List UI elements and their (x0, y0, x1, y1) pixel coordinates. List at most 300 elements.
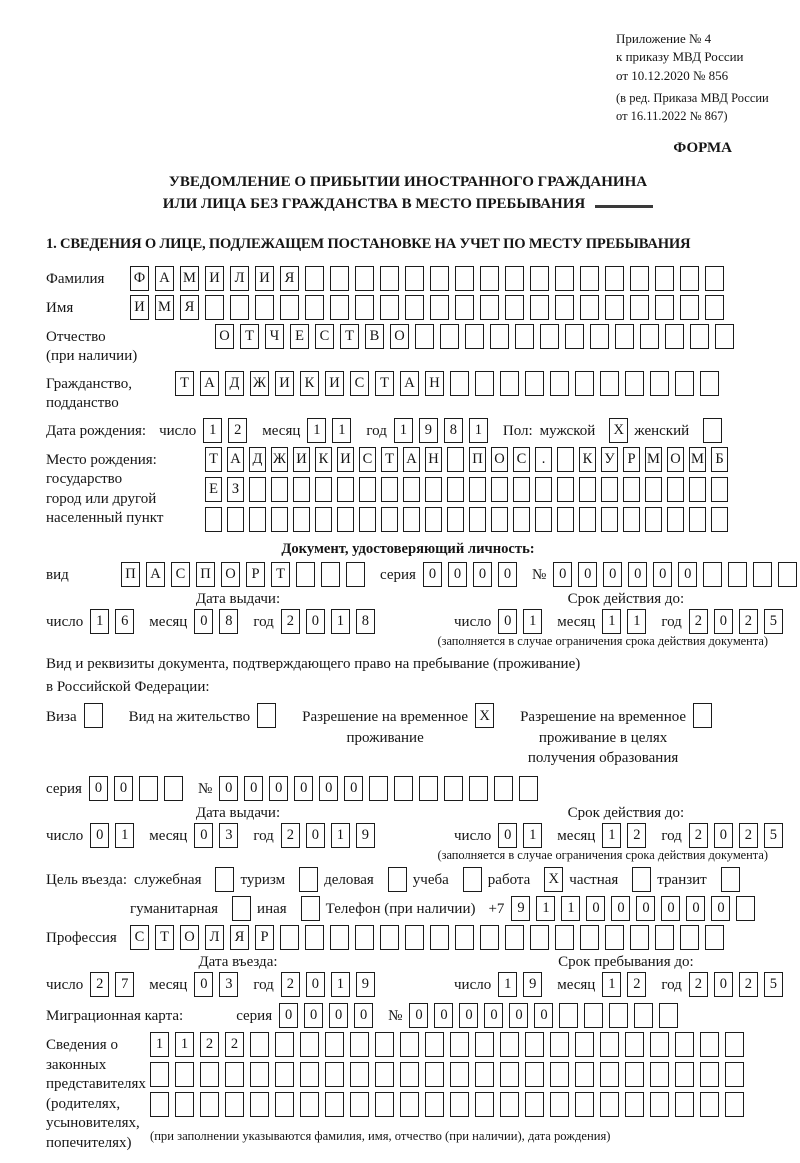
char-cell[interactable]: 1 (602, 823, 621, 848)
char-cell[interactable]: А (400, 371, 419, 396)
char-cell[interactable]: 0 (628, 562, 647, 587)
char-cell[interactable]: 1 (115, 823, 134, 848)
char-cell[interactable] (623, 507, 640, 532)
char-cell[interactable] (625, 1092, 644, 1117)
char-cell[interactable] (590, 324, 609, 349)
char-cell[interactable] (175, 1062, 194, 1087)
char-cell[interactable] (580, 925, 599, 950)
char-cell[interactable] (625, 1062, 644, 1087)
char-cell[interactable] (405, 295, 424, 320)
char-cell[interactable] (275, 1062, 294, 1087)
char-cell[interactable]: 0 (269, 776, 288, 801)
char-cell[interactable] (249, 507, 266, 532)
char-cell[interactable]: Т (205, 447, 222, 472)
char-cell[interactable]: 0 (114, 776, 133, 801)
char-cell[interactable]: Т (381, 447, 398, 472)
char-cell[interactable]: Т (340, 324, 359, 349)
char-cell[interactable] (315, 477, 332, 502)
char-cell[interactable] (440, 324, 459, 349)
char-cell[interactable]: 0 (354, 1003, 373, 1028)
char-cell[interactable]: К (579, 447, 596, 472)
char-cell[interactable] (475, 1092, 494, 1117)
char-cell[interactable]: 0 (194, 972, 213, 997)
char-cell[interactable]: 1 (175, 1032, 194, 1057)
char-cell[interactable]: 0 (678, 562, 697, 587)
char-cell[interactable]: Д (249, 447, 266, 472)
char-cell[interactable]: П (196, 562, 215, 587)
char-cell[interactable]: 0 (306, 609, 325, 634)
char-cell[interactable] (655, 266, 674, 291)
char-cell[interactable] (296, 562, 315, 587)
char-cell[interactable]: 1 (332, 418, 351, 443)
char-cell[interactable]: И (337, 447, 354, 472)
char-cell[interactable]: Т (155, 925, 174, 950)
char-cell[interactable]: К (300, 371, 319, 396)
char-cell[interactable] (700, 371, 719, 396)
char-cell[interactable] (225, 1062, 244, 1087)
char-cell[interactable] (700, 1062, 719, 1087)
char-cell[interactable] (700, 1092, 719, 1117)
char-cell[interactable] (650, 1032, 669, 1057)
char-cell[interactable]: 0 (498, 823, 517, 848)
char-cell[interactable]: 2 (228, 418, 247, 443)
char-cell[interactable] (711, 477, 728, 502)
char-cell[interactable] (380, 925, 399, 950)
char-cell[interactable] (139, 776, 158, 801)
char-cell[interactable] (500, 371, 519, 396)
purpose-private-checkbox[interactable] (632, 867, 651, 892)
char-cell[interactable] (601, 477, 618, 502)
char-cell[interactable] (205, 295, 224, 320)
char-cell[interactable]: 8 (356, 609, 375, 634)
char-cell[interactable] (330, 266, 349, 291)
char-cell[interactable] (525, 1062, 544, 1087)
char-cell[interactable] (480, 925, 499, 950)
char-cell[interactable] (337, 507, 354, 532)
char-cell[interactable] (330, 295, 349, 320)
char-cell[interactable] (469, 477, 486, 502)
char-cell[interactable] (465, 324, 484, 349)
rvp-checkbox[interactable]: X (475, 703, 494, 728)
char-cell[interactable]: Т (375, 371, 394, 396)
char-cell[interactable] (559, 1003, 578, 1028)
purpose-official-checkbox[interactable] (215, 867, 234, 892)
char-cell[interactable]: 2 (90, 972, 109, 997)
char-cell[interactable]: 0 (344, 776, 363, 801)
char-cell[interactable] (325, 1032, 344, 1057)
char-cell[interactable] (430, 266, 449, 291)
char-cell[interactable]: 1 (394, 418, 413, 443)
char-cell[interactable]: 0 (603, 562, 622, 587)
char-cell[interactable]: Е (205, 477, 222, 502)
char-cell[interactable]: П (121, 562, 140, 587)
char-cell[interactable] (225, 1092, 244, 1117)
char-cell[interactable] (300, 1092, 319, 1117)
char-cell[interactable]: 2 (739, 823, 758, 848)
char-cell[interactable]: 0 (553, 562, 572, 587)
char-cell[interactable]: 1 (150, 1032, 169, 1057)
char-cell[interactable] (430, 295, 449, 320)
char-cell[interactable]: О (180, 925, 199, 950)
char-cell[interactable]: Д (225, 371, 244, 396)
char-cell[interactable]: 1 (602, 972, 621, 997)
char-cell[interactable]: 9 (356, 972, 375, 997)
char-cell[interactable] (705, 925, 724, 950)
char-cell[interactable]: 2 (689, 609, 708, 634)
char-cell[interactable] (450, 1032, 469, 1057)
char-cell[interactable]: 0 (586, 896, 605, 921)
char-cell[interactable] (381, 477, 398, 502)
char-cell[interactable] (703, 562, 722, 587)
char-cell[interactable]: Р (246, 562, 265, 587)
char-cell[interactable] (300, 1062, 319, 1087)
char-cell[interactable] (680, 295, 699, 320)
char-cell[interactable] (200, 1092, 219, 1117)
char-cell[interactable]: Я (230, 925, 249, 950)
char-cell[interactable]: И (325, 371, 344, 396)
char-cell[interactable]: 0 (473, 562, 492, 587)
char-cell[interactable]: 1 (561, 896, 580, 921)
char-cell[interactable] (450, 1062, 469, 1087)
char-cell[interactable] (305, 925, 324, 950)
char-cell[interactable] (415, 324, 434, 349)
char-cell[interactable]: Р (623, 447, 640, 472)
char-cell[interactable] (655, 925, 674, 950)
char-cell[interactable] (736, 896, 755, 921)
char-cell[interactable]: 0 (89, 776, 108, 801)
char-cell[interactable] (675, 1092, 694, 1117)
char-cell[interactable] (557, 447, 574, 472)
char-cell[interactable]: А (146, 562, 165, 587)
char-cell[interactable] (519, 776, 538, 801)
char-cell[interactable] (584, 1003, 603, 1028)
char-cell[interactable]: К (315, 447, 332, 472)
char-cell[interactable] (405, 925, 424, 950)
char-cell[interactable]: 0 (498, 562, 517, 587)
char-cell[interactable]: 0 (498, 609, 517, 634)
char-cell[interactable]: Т (240, 324, 259, 349)
char-cell[interactable] (680, 925, 699, 950)
char-cell[interactable]: 9 (511, 896, 530, 921)
char-cell[interactable] (659, 1003, 678, 1028)
purpose-business-checkbox[interactable] (388, 867, 407, 892)
char-cell[interactable] (711, 507, 728, 532)
char-cell[interactable] (455, 925, 474, 950)
char-cell[interactable]: 0 (484, 1003, 503, 1028)
char-cell[interactable] (550, 1092, 569, 1117)
char-cell[interactable]: 0 (714, 609, 733, 634)
char-cell[interactable]: 1 (331, 972, 350, 997)
char-cell[interactable] (491, 507, 508, 532)
char-cell[interactable]: Я (180, 295, 199, 320)
char-cell[interactable] (605, 295, 624, 320)
char-cell[interactable] (271, 507, 288, 532)
char-cell[interactable]: 0 (653, 562, 672, 587)
char-cell[interactable] (425, 477, 442, 502)
char-cell[interactable]: 1 (627, 609, 646, 634)
char-cell[interactable]: Ф (130, 266, 149, 291)
char-cell[interactable] (715, 324, 734, 349)
char-cell[interactable] (325, 1092, 344, 1117)
char-cell[interactable] (380, 266, 399, 291)
char-cell[interactable]: 0 (306, 972, 325, 997)
char-cell[interactable] (293, 477, 310, 502)
char-cell[interactable] (650, 371, 669, 396)
char-cell[interactable] (525, 1032, 544, 1057)
char-cell[interactable] (355, 925, 374, 950)
char-cell[interactable] (555, 925, 574, 950)
char-cell[interactable] (557, 477, 574, 502)
char-cell[interactable]: М (155, 295, 174, 320)
char-cell[interactable]: М (689, 447, 706, 472)
char-cell[interactable] (505, 925, 524, 950)
char-cell[interactable]: 9 (419, 418, 438, 443)
char-cell[interactable] (630, 266, 649, 291)
char-cell[interactable] (705, 266, 724, 291)
char-cell[interactable] (579, 507, 596, 532)
char-cell[interactable] (580, 295, 599, 320)
char-cell[interactable] (600, 1032, 619, 1057)
char-cell[interactable] (605, 925, 624, 950)
char-cell[interactable]: 0 (329, 1003, 348, 1028)
char-cell[interactable] (550, 1062, 569, 1087)
char-cell[interactable]: 2 (200, 1032, 219, 1057)
char-cell[interactable] (250, 1062, 269, 1087)
char-cell[interactable] (369, 776, 388, 801)
char-cell[interactable] (605, 266, 624, 291)
char-cell[interactable] (400, 1032, 419, 1057)
char-cell[interactable] (230, 295, 249, 320)
char-cell[interactable] (500, 1092, 519, 1117)
char-cell[interactable] (275, 1092, 294, 1117)
char-cell[interactable]: 0 (434, 1003, 453, 1028)
char-cell[interactable]: О (215, 324, 234, 349)
char-cell[interactable] (530, 925, 549, 950)
char-cell[interactable] (150, 1062, 169, 1087)
purpose-other-checkbox[interactable] (301, 896, 320, 921)
char-cell[interactable]: 8 (219, 609, 238, 634)
char-cell[interactable]: И (293, 447, 310, 472)
char-cell[interactable]: 0 (448, 562, 467, 587)
char-cell[interactable] (403, 507, 420, 532)
char-cell[interactable] (667, 477, 684, 502)
char-cell[interactable]: 2 (689, 972, 708, 997)
char-cell[interactable]: О (390, 324, 409, 349)
char-cell[interactable] (430, 925, 449, 950)
char-cell[interactable]: 9 (523, 972, 542, 997)
char-cell[interactable]: 0 (244, 776, 263, 801)
char-cell[interactable]: Н (425, 371, 444, 396)
char-cell[interactable]: 0 (306, 823, 325, 848)
char-cell[interactable] (705, 295, 724, 320)
char-cell[interactable] (615, 324, 634, 349)
char-cell[interactable] (450, 371, 469, 396)
char-cell[interactable]: 3 (219, 972, 238, 997)
char-cell[interactable] (555, 295, 574, 320)
char-cell[interactable]: 0 (509, 1003, 528, 1028)
char-cell[interactable]: И (255, 266, 274, 291)
char-cell[interactable] (550, 371, 569, 396)
char-cell[interactable] (675, 1032, 694, 1057)
char-cell[interactable] (655, 295, 674, 320)
char-cell[interactable] (689, 477, 706, 502)
char-cell[interactable] (680, 266, 699, 291)
char-cell[interactable]: 1 (90, 609, 109, 634)
char-cell[interactable] (575, 1062, 594, 1087)
char-cell[interactable]: 2 (281, 609, 300, 634)
char-cell[interactable]: О (667, 447, 684, 472)
char-cell[interactable] (600, 371, 619, 396)
char-cell[interactable] (280, 295, 299, 320)
char-cell[interactable] (346, 562, 365, 587)
char-cell[interactable] (475, 1062, 494, 1087)
purpose-transit-checkbox[interactable] (721, 867, 740, 892)
char-cell[interactable] (575, 1092, 594, 1117)
char-cell[interactable] (350, 1092, 369, 1117)
char-cell[interactable] (205, 507, 222, 532)
char-cell[interactable]: 1 (331, 823, 350, 848)
char-cell[interactable]: Т (271, 562, 290, 587)
char-cell[interactable]: 1 (469, 418, 488, 443)
char-cell[interactable] (419, 776, 438, 801)
char-cell[interactable]: 0 (578, 562, 597, 587)
char-cell[interactable]: С (130, 925, 149, 950)
char-cell[interactable]: З (227, 477, 244, 502)
char-cell[interactable] (725, 1032, 744, 1057)
char-cell[interactable]: 5 (764, 823, 783, 848)
char-cell[interactable] (650, 1092, 669, 1117)
char-cell[interactable]: А (200, 371, 219, 396)
char-cell[interactable] (667, 507, 684, 532)
char-cell[interactable] (555, 266, 574, 291)
char-cell[interactable] (625, 1032, 644, 1057)
char-cell[interactable] (447, 477, 464, 502)
char-cell[interactable] (380, 295, 399, 320)
char-cell[interactable] (405, 266, 424, 291)
char-cell[interactable] (469, 507, 486, 532)
char-cell[interactable] (535, 477, 552, 502)
char-cell[interactable] (665, 324, 684, 349)
char-cell[interactable]: 0 (611, 896, 630, 921)
char-cell[interactable]: 2 (627, 823, 646, 848)
char-cell[interactable] (355, 295, 374, 320)
char-cell[interactable] (634, 1003, 653, 1028)
char-cell[interactable]: 2 (281, 823, 300, 848)
char-cell[interactable]: 0 (304, 1003, 323, 1028)
char-cell[interactable]: Л (230, 266, 249, 291)
char-cell[interactable]: 1 (331, 609, 350, 634)
char-cell[interactable] (530, 295, 549, 320)
char-cell[interactable]: 9 (356, 823, 375, 848)
char-cell[interactable]: Н (425, 447, 442, 472)
char-cell[interactable]: 0 (636, 896, 655, 921)
char-cell[interactable]: 0 (423, 562, 442, 587)
char-cell[interactable] (575, 1032, 594, 1057)
char-cell[interactable] (675, 1062, 694, 1087)
char-cell[interactable]: 1 (523, 823, 542, 848)
char-cell[interactable]: А (227, 447, 244, 472)
char-cell[interactable] (200, 1062, 219, 1087)
char-cell[interactable] (250, 1092, 269, 1117)
purpose-work-checkbox[interactable]: X (544, 867, 563, 892)
char-cell[interactable] (469, 776, 488, 801)
char-cell[interactable] (480, 266, 499, 291)
char-cell[interactable] (164, 776, 183, 801)
char-cell[interactable] (725, 1092, 744, 1117)
residence-permit-checkbox[interactable] (257, 703, 276, 728)
char-cell[interactable]: 0 (409, 1003, 428, 1028)
char-cell[interactable] (490, 324, 509, 349)
char-cell[interactable]: Л (205, 925, 224, 950)
char-cell[interactable]: 2 (281, 972, 300, 997)
char-cell[interactable] (579, 477, 596, 502)
char-cell[interactable] (609, 1003, 628, 1028)
char-cell[interactable] (505, 266, 524, 291)
char-cell[interactable]: 5 (764, 972, 783, 997)
char-cell[interactable] (425, 1062, 444, 1087)
char-cell[interactable] (525, 1092, 544, 1117)
char-cell[interactable]: 0 (459, 1003, 478, 1028)
char-cell[interactable]: 1 (602, 609, 621, 634)
char-cell[interactable] (491, 477, 508, 502)
char-cell[interactable]: 0 (686, 896, 705, 921)
char-cell[interactable]: 0 (294, 776, 313, 801)
char-cell[interactable]: Е (290, 324, 309, 349)
char-cell[interactable]: С (359, 447, 376, 472)
char-cell[interactable] (275, 1032, 294, 1057)
char-cell[interactable] (150, 1092, 169, 1117)
char-cell[interactable] (630, 925, 649, 950)
char-cell[interactable]: М (645, 447, 662, 472)
char-cell[interactable]: Ж (250, 371, 269, 396)
char-cell[interactable]: 0 (219, 776, 238, 801)
char-cell[interactable] (271, 477, 288, 502)
char-cell[interactable]: Б (711, 447, 728, 472)
char-cell[interactable] (525, 371, 544, 396)
char-cell[interactable] (300, 1032, 319, 1057)
char-cell[interactable]: . (535, 447, 552, 472)
char-cell[interactable] (249, 477, 266, 502)
char-cell[interactable] (455, 295, 474, 320)
char-cell[interactable] (293, 507, 310, 532)
char-cell[interactable]: 3 (219, 823, 238, 848)
char-cell[interactable]: 2 (739, 609, 758, 634)
char-cell[interactable]: 0 (279, 1003, 298, 1028)
char-cell[interactable] (575, 371, 594, 396)
char-cell[interactable] (580, 266, 599, 291)
char-cell[interactable] (447, 507, 464, 532)
char-cell[interactable] (645, 507, 662, 532)
char-cell[interactable] (400, 1062, 419, 1087)
char-cell[interactable]: 6 (115, 609, 134, 634)
char-cell[interactable]: Р (255, 925, 274, 950)
char-cell[interactable] (475, 1032, 494, 1057)
char-cell[interactable] (355, 266, 374, 291)
char-cell[interactable]: 1 (498, 972, 517, 997)
char-cell[interactable] (425, 507, 442, 532)
char-cell[interactable] (650, 1062, 669, 1087)
char-cell[interactable]: С (350, 371, 369, 396)
char-cell[interactable] (337, 477, 354, 502)
char-cell[interactable] (255, 295, 274, 320)
char-cell[interactable] (540, 324, 559, 349)
char-cell[interactable] (375, 1032, 394, 1057)
char-cell[interactable] (359, 507, 376, 532)
char-cell[interactable] (321, 562, 340, 587)
char-cell[interactable] (700, 1032, 719, 1057)
char-cell[interactable] (375, 1092, 394, 1117)
char-cell[interactable]: 0 (534, 1003, 553, 1028)
